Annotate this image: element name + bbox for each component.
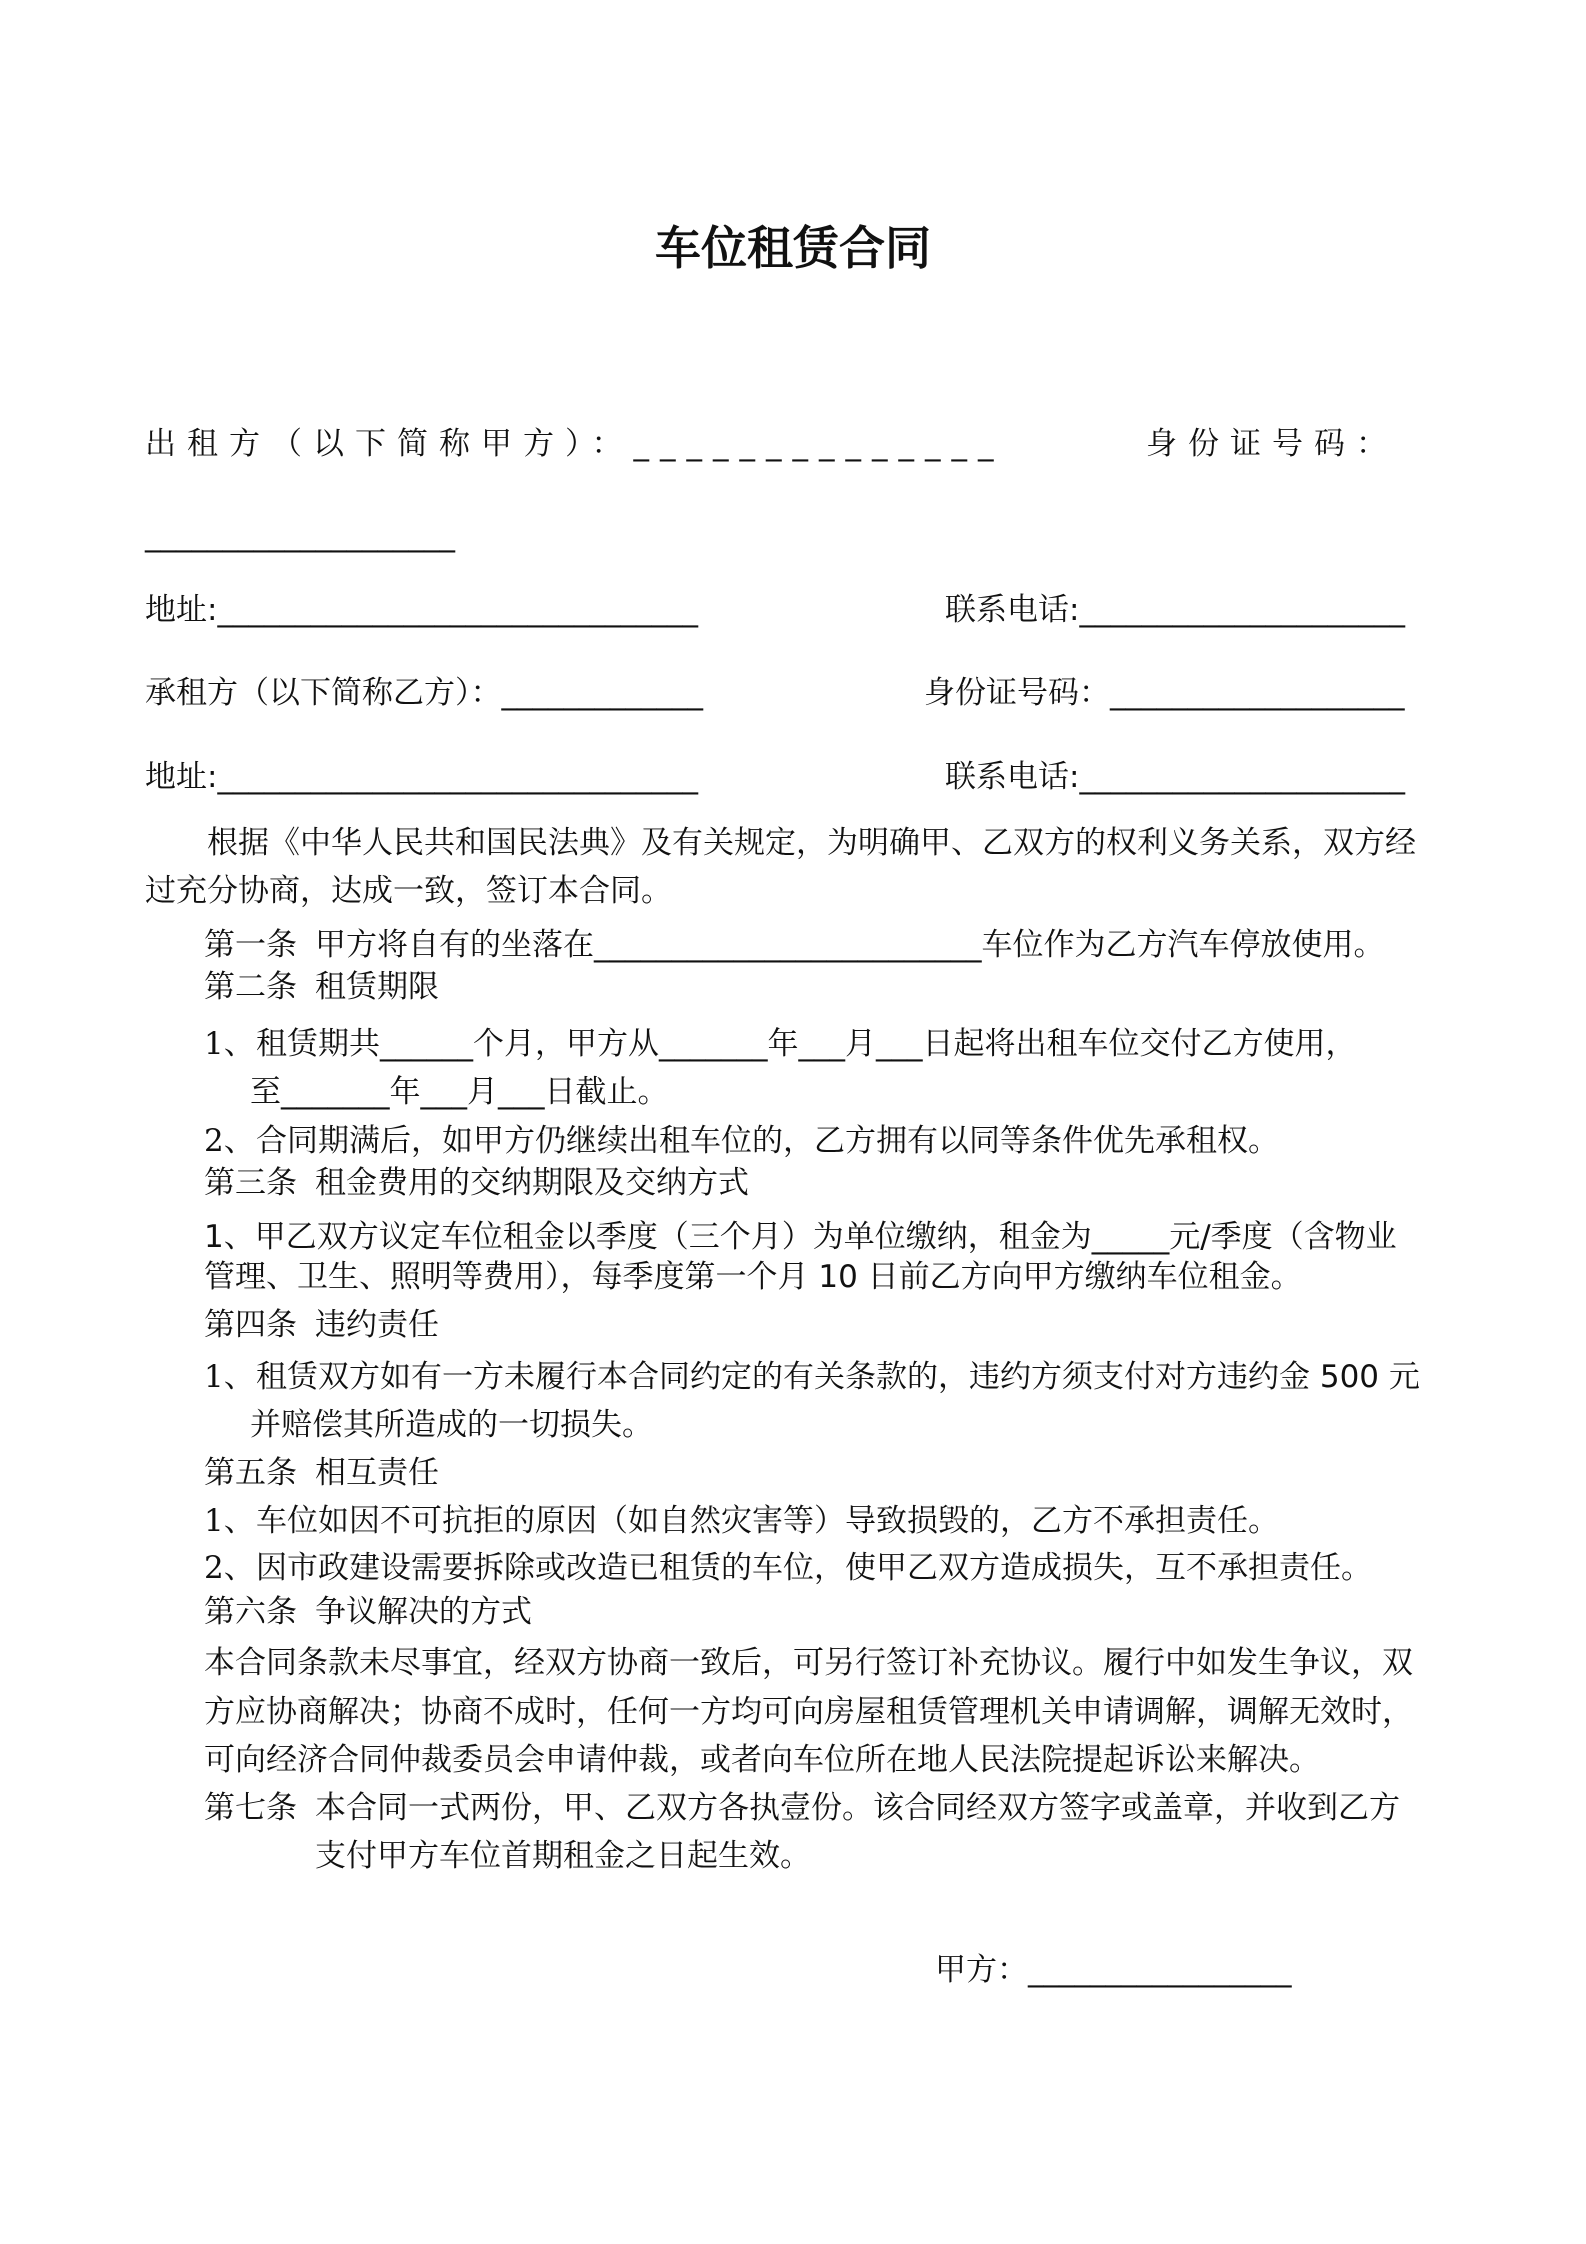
article-5-item-1-number: 1、 <box>204 1503 255 1539</box>
article-2-item-2-number: 2、 <box>204 1123 255 1159</box>
lessor-id-label: 身份证号码： <box>1146 426 1398 462</box>
lessee-id-field: 身份证号码：___________________ <box>924 675 1405 711</box>
article-1-text: 甲方将自有的坐落在_________________________车位作为乙方汽车停放使用。 <box>315 927 1385 963</box>
article-2-heading: 第二条 <box>204 969 297 1005</box>
article-3-line-1: 1、甲乙双方议定车位租金以季度（三个月）为单位缴纳，租金为_____元/季度（含物业 <box>204 1219 1397 1255</box>
article-6-heading: 第六条 <box>204 1594 297 1630</box>
lessor-address-field: 地址:_______________________________ <box>145 592 698 628</box>
lessee-phone-field: 联系电话:_____________________ <box>945 759 1405 795</box>
article-5-item-2-number: 2、 <box>204 1550 255 1586</box>
article-4-title: 违约责任 <box>315 1307 439 1343</box>
article-4-item-1-line-2: 并赔偿其所造成的一切损失。 <box>250 1407 653 1443</box>
article-7-line-2: 支付甲方车位首期租金之日起生效。 <box>315 1838 811 1874</box>
article-6-line-2: 方应协商解决；协商不成时，任何一方均可向房屋租赁管理机关申请调解，调解无效时， <box>204 1694 1413 1730</box>
article-2-item-1-number: 1、 <box>204 1026 255 1062</box>
lessor-id-line: ____________________ <box>145 517 455 553</box>
article-2-item-1-line-2: 至_______年___月___日截止。 <box>250 1074 669 1110</box>
article-5-item-1: 车位如因不可抗拒的原因（如自然灾害等）导致损毁的，乙方不承担责任。 <box>256 1503 1279 1539</box>
article-5-title: 相互责任 <box>315 1455 439 1491</box>
article-3-line-2: 管理、卫生、照明等费用），每季度第一个月 10 日前乙方向甲方缴纳车位租金。 <box>204 1259 1302 1295</box>
article-4-item-1-number: 1、 <box>204 1359 255 1395</box>
article-7-line-1: 本合同一式两份，甲、乙双方各执壹份。该合同经双方签字或盖章，并收到乙方 <box>315 1790 1400 1826</box>
article-4-heading: 第四条 <box>204 1307 297 1343</box>
article-7-heading: 第七条 <box>204 1790 297 1826</box>
article-5-heading: 第五条 <box>204 1455 297 1491</box>
article-2-item-1-line-1: 租赁期共______个月，甲方从_______年___月___日起将出租车位交付乙方使用， <box>256 1026 1357 1062</box>
party-a-signature: 甲方：_________________ <box>935 1952 1292 1988</box>
article-4-item-1-line-1: 租赁双方如有一方未履行本合同约定的有关条款的，违约方须支付对方违约金 500 元 <box>256 1359 1420 1395</box>
lessor-field: 出租方（以下简称甲方）：______________ <box>145 426 1005 462</box>
article-6-line-1: 本合同条款未尽事宜，经双方协商一致后，可另行签订补充协议。履行中如发生争议，双 <box>204 1645 1413 1681</box>
article-2-item-2: 合同期满后，如甲方仍继续出租车位的，乙方拥有以同等条件优先承租权。 <box>256 1123 1279 1159</box>
document-title: 车位租赁合同 <box>655 221 931 275</box>
lessee-address-field: 地址:_______________________________ <box>145 759 698 795</box>
article-3-heading: 第三条 <box>204 1165 297 1201</box>
article-5-item-2: 因市政建设需要拆除或改造已租赁的车位，使甲乙双方造成损失，互不承担责任。 <box>256 1550 1372 1586</box>
article-6-title: 争议解决的方式 <box>315 1594 532 1630</box>
article-3-title: 租金费用的交纳期限及交纳方式 <box>315 1165 749 1201</box>
article-6-line-3: 可向经济合同仲裁委员会申请仲裁，或者向车位所在地人民法院提起诉讼来解决。 <box>204 1742 1320 1778</box>
lessor-phone-field: 联系电话:_____________________ <box>945 592 1405 628</box>
article-2-title: 租赁期限 <box>315 969 439 1005</box>
intro-line-1: 根据《中华人民共和国民法典》及有关规定，为明确甲、乙双方的权利义务关系，双方经 <box>176 825 1416 861</box>
intro-line-2: 过充分协商，达成一致，签订本合同。 <box>145 873 672 909</box>
lessee-field: 承租方（以下简称乙方）：_____________ <box>145 675 703 711</box>
article-1-heading: 第一条 <box>204 927 297 963</box>
